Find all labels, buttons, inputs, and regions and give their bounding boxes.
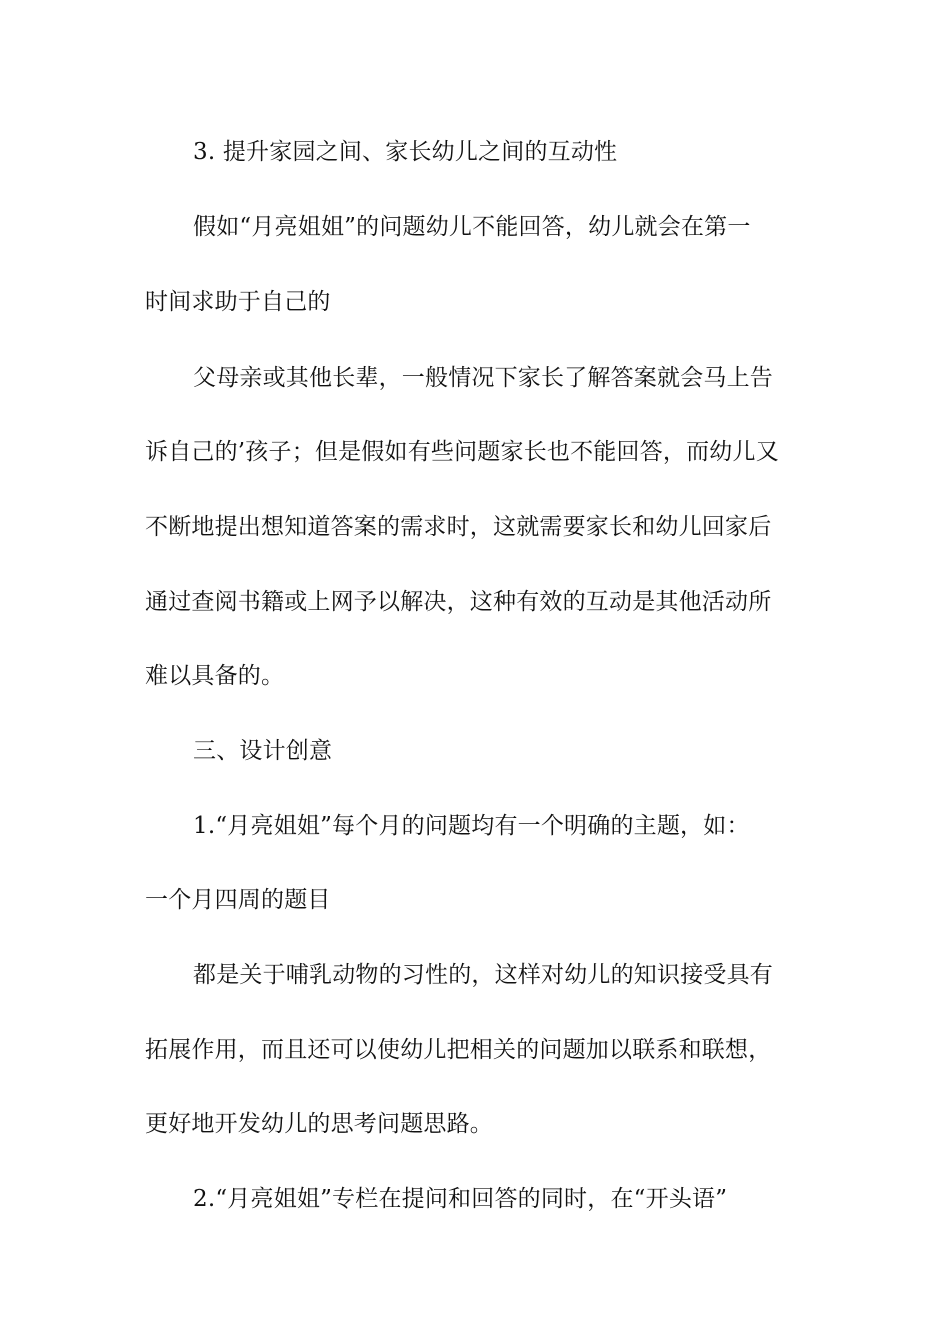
paragraph-line: 时间求助于自己的 [145,289,331,315]
paragraph-line: 2.“月亮姐姐”专栏在提问和回答的同时，在“开头语” [193,1186,728,1212]
paragraph-line: 更好地开发幼儿的思考问题思路。 [145,1111,493,1137]
paragraph-line: 一个月四周的题目 [145,887,331,913]
paragraph-line: 通过查阅书籍或上网予以解决，这种有效的互动是其他活动所 [145,589,772,615]
paragraph-line: 拓展作用，而且还可以使幼儿把相关的问题加以联系和联想， [145,1037,772,1063]
paragraph-line: 父母亲或其他长辈，一般情况下家长了解答案就会马上告 [193,365,773,391]
paragraph-line: 1.“月亮姐姐”每个月的问题均有一个明确的主题，如： [193,813,750,839]
paragraph-line: 不断地提出想知道答案的需求时，这就需要家长和幼儿回家后 [145,514,772,540]
paragraph-line: 难以具备的。 [145,663,285,689]
section-heading-3: 3. 提升家园之间、家长幼儿之间的互动性 [193,139,618,165]
paragraph-line: 诉自己的’孩子；但是假如有些问题家长也不能回答，而幼儿又 [145,439,779,465]
section-heading-design: 三、设计创意 [193,738,333,764]
paragraph-line: 假如“月亮姐姐”的问题幼儿不能回答，幼儿就会在第一 [193,214,751,240]
paragraph-line: 都是关于哺乳动物的习性的，这样对幼儿的知识接受具有 [193,962,773,988]
